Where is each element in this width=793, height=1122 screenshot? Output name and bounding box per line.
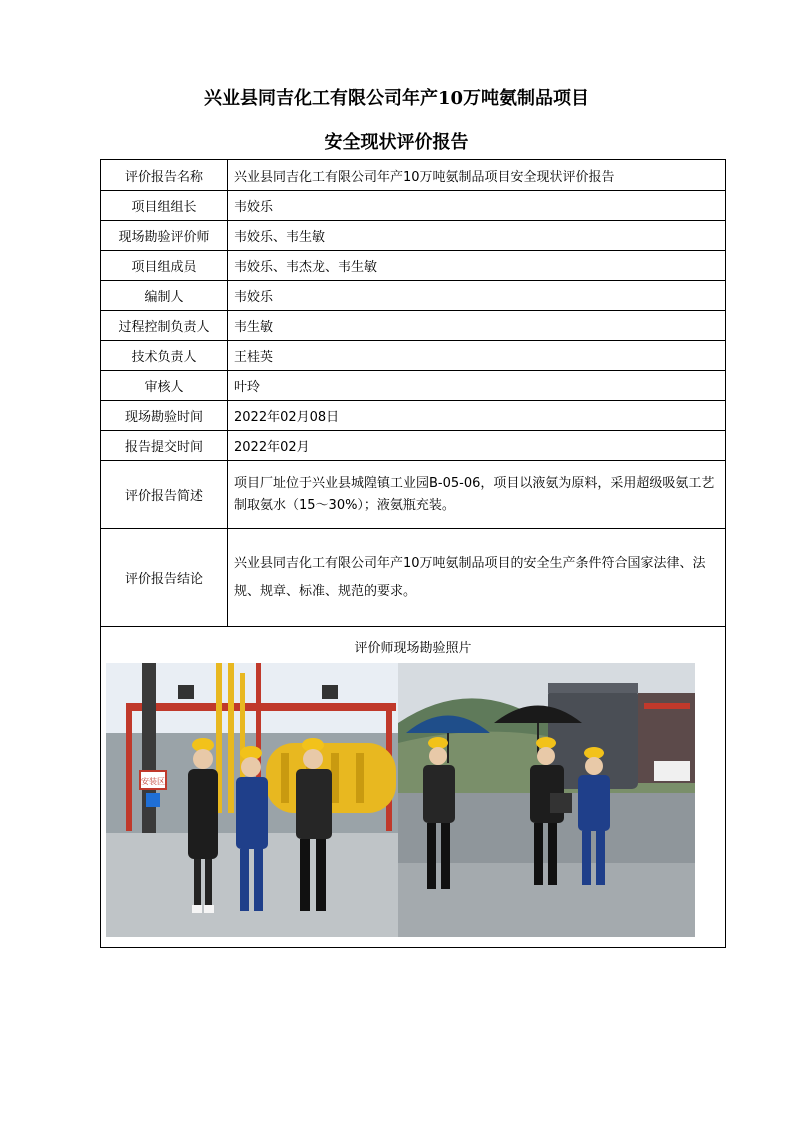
- row-label: 评价报告结论: [101, 529, 228, 627]
- table-row: [101, 281, 726, 311]
- table-row: [101, 431, 726, 461]
- row-label: 评价报告名称: [101, 160, 228, 191]
- row-label: 项目组组长: [101, 191, 228, 221]
- table-row: [101, 401, 726, 431]
- info-table: [100, 159, 726, 948]
- table-row: [101, 341, 726, 371]
- row-label: 技术负责人: [101, 341, 228, 371]
- row-value: 王桂英: [228, 341, 726, 371]
- row-value: 叶玲: [228, 371, 726, 401]
- row-label: 项目组成员: [101, 251, 228, 281]
- row-label: 过程控制负责人: [101, 311, 228, 341]
- row-value: 韦生敏: [228, 311, 726, 341]
- photo-row: [106, 663, 725, 937]
- row-value: 2022年02月: [228, 431, 726, 461]
- table-row: [101, 221, 726, 251]
- row-value: 韦姣乐、韦杰龙、韦生敏: [228, 251, 726, 281]
- row-label: 报告提交时间: [101, 431, 228, 461]
- table-row: [101, 627, 726, 948]
- photos-title: 评价师现场勘验照片: [354, 641, 472, 656]
- row-value: 2022年02月08日: [228, 401, 726, 431]
- document-title: 兴业县同吉化工有限公司年产10万吨氨制品项目: [203, 88, 590, 109]
- row-label: 编制人: [101, 281, 228, 311]
- table-row: [101, 311, 726, 341]
- site-photo-outdoor-image: [398, 663, 695, 937]
- row-label: 审核人: [101, 371, 228, 401]
- table-row: [101, 529, 726, 627]
- row-value: 兴业县同吉化工有限公司年产10万吨氨制品项目安全现状评价报告: [228, 160, 726, 191]
- document-subtitle: 安全现状评价报告: [324, 132, 469, 153]
- table-row: [101, 461, 726, 529]
- photo-sign-text: 安装区: [141, 777, 165, 786]
- row-value: 项目厂址位于兴业县城隍镇工业园B-05-06，项目以液氨为原料，采用超级吸氨工艺制取氨水（15～30%）；液氨瓶充装。: [228, 461, 726, 529]
- site-photo-outdoor: [398, 663, 695, 937]
- table-row: [101, 191, 726, 221]
- photos-cell: [101, 627, 726, 948]
- table-row: [101, 251, 726, 281]
- row-label: 评价报告简述: [101, 461, 228, 529]
- row-value: 韦姣乐: [228, 191, 726, 221]
- row-label: 现场勘验时间: [101, 401, 228, 431]
- row-label: 现场勘验评价师: [101, 221, 228, 251]
- site-photo-equipment-image: [106, 663, 398, 937]
- row-value: 兴业县同吉化工有限公司年产10万吨氨制品项目的安全生产条件符合国家法律、法规、规章、标准、规范的要求。: [228, 529, 726, 627]
- table-row: [101, 371, 726, 401]
- table-row: [101, 160, 726, 191]
- row-value: 韦姣乐: [228, 281, 726, 311]
- site-photo-equipment: [106, 663, 398, 937]
- row-value: 韦姣乐、韦生敏: [228, 221, 726, 251]
